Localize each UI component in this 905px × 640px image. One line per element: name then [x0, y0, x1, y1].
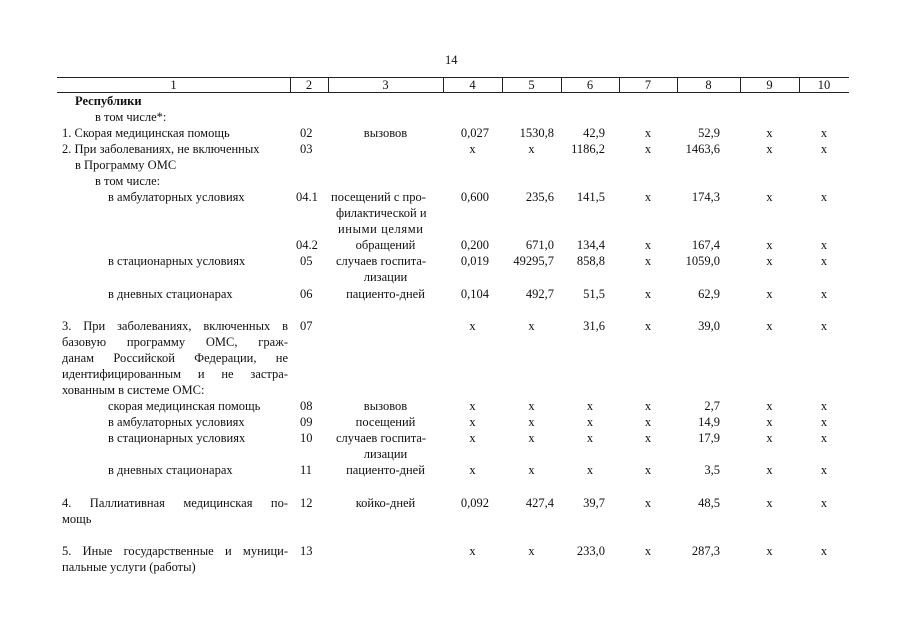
cell-col-9: х: [766, 287, 773, 301]
cell-col-10: х: [820, 190, 828, 204]
cell-col-8: 39,0: [698, 319, 720, 333]
cell-col-8: 52,9: [698, 126, 720, 140]
row-label: в дневных стационарах: [108, 287, 233, 301]
cell-col-5: х: [528, 142, 535, 156]
cell-col-4: х: [469, 415, 476, 429]
cell-col-5: х: [528, 415, 535, 429]
cell-col-7: х: [644, 463, 652, 477]
row-unit: обращений: [355, 238, 416, 252]
cell-col-7: х: [644, 399, 652, 413]
cell-col-10: х: [820, 431, 828, 445]
cell-col-5: 1530,8: [519, 126, 554, 140]
cell-col-4: 0,600: [460, 190, 489, 204]
row-code: 08: [300, 399, 313, 413]
header-col-3: 3: [382, 78, 389, 92]
cell-col-10: х: [820, 463, 828, 477]
cell-col-4: 0,200: [460, 238, 489, 252]
row-code: 06: [300, 287, 313, 301]
cell-col-5: х: [528, 463, 535, 477]
row-label: 4. Паллиативная медицинская по-: [62, 496, 288, 510]
cell-col-9: х: [766, 238, 773, 252]
header-col-1: 1: [170, 78, 177, 92]
header-col-5: 5: [528, 78, 535, 92]
cell-col-5: х: [528, 399, 535, 413]
row-code: 03: [300, 142, 313, 156]
cell-col-4: х: [469, 544, 476, 558]
row-code: 04.1: [296, 190, 318, 204]
cell-col-5: 671,0: [525, 238, 554, 252]
cell-col-9: х: [766, 142, 773, 156]
cell-col-6: 134,4: [576, 238, 605, 252]
cell-col-7: х: [644, 254, 652, 268]
cell-col-7: х: [644, 238, 652, 252]
row-label: мощь: [62, 512, 92, 526]
row-label: в Программу ОМС: [75, 158, 177, 172]
row-label: идентифицированным и не застра-: [62, 367, 288, 381]
header-col-2: 2: [305, 78, 313, 92]
cell-col-8: 2,7: [704, 399, 720, 413]
header-col-6: 6: [586, 78, 594, 92]
cell-col-8: 62,9: [698, 287, 720, 301]
row-label: базовую программу ОМС, граж-: [62, 335, 288, 349]
cell-col-9: х: [766, 254, 773, 268]
cell-col-10: х: [820, 254, 828, 268]
cell-col-6: 1186,2: [571, 142, 605, 156]
row-unit: иными целями: [338, 222, 424, 236]
row-unit: пациенто-дней: [346, 287, 425, 301]
including-label: в том числе:: [95, 174, 161, 188]
cell-col-10: х: [820, 399, 828, 413]
row-unit: вызовов: [363, 399, 408, 413]
cell-col-8: 3,5: [704, 463, 720, 477]
row-code: 13: [300, 544, 313, 558]
row-label: 5. Иные государственные и муници-: [62, 544, 288, 558]
cell-col-6: 42,9: [583, 126, 605, 140]
row-unit: случаев госпита-: [336, 431, 427, 445]
row-code: 02: [300, 126, 313, 140]
row-unit: пациенто-дней: [346, 463, 425, 477]
cell-col-5: х: [528, 544, 535, 558]
cell-col-4: 0,104: [460, 287, 489, 301]
cell-col-4: х: [469, 399, 476, 413]
row-code: 05: [300, 254, 313, 268]
cell-col-4: х: [469, 431, 476, 445]
cell-col-6: 141,5: [576, 190, 605, 204]
cell-col-9: х: [766, 496, 773, 510]
row-label: в дневных стационарах: [108, 463, 233, 477]
row-code: 11: [300, 463, 313, 477]
cell-col-7: х: [644, 319, 652, 333]
header-col-7: 7: [644, 78, 652, 92]
cell-col-4: х: [469, 319, 476, 333]
including-label: в том числе*:: [95, 110, 167, 124]
cell-col-5: 427,4: [525, 496, 554, 510]
cell-col-6: 233,0: [576, 544, 605, 558]
cell-col-4: 0,027: [460, 126, 489, 140]
header-col-4: 4: [469, 78, 476, 92]
page-number: 14: [445, 53, 458, 67]
section-title: Республики: [75, 94, 142, 108]
cell-col-10: х: [820, 126, 828, 140]
cell-col-5: 492,7: [525, 287, 554, 301]
cell-col-6: 858,8: [576, 254, 605, 268]
cell-col-7: х: [644, 142, 652, 156]
cell-col-9: х: [766, 126, 773, 140]
cell-col-10: х: [820, 142, 828, 156]
row-unit: посещений с про-: [331, 190, 426, 204]
cell-col-9: х: [766, 415, 773, 429]
row-unit: лизации: [363, 270, 408, 284]
cell-col-9: х: [766, 399, 773, 413]
cell-col-4: х: [469, 142, 476, 156]
cell-col-5: х: [528, 319, 535, 333]
row-label: 2. При заболеваниях, не включенных: [62, 142, 260, 156]
cell-col-10: х: [820, 496, 828, 510]
cell-col-6: х: [586, 415, 594, 429]
cell-col-7: х: [644, 544, 652, 558]
row-unit: случаев госпита-: [336, 254, 427, 268]
header-col-8: 8: [705, 78, 712, 92]
row-unit: вызовов: [363, 126, 408, 140]
cell-col-8: 174,3: [691, 190, 720, 204]
cell-col-6: х: [586, 431, 594, 445]
row-code: 07: [300, 319, 313, 333]
cell-col-7: х: [644, 287, 652, 301]
row-unit: койко-дней: [355, 496, 416, 510]
cell-col-10: х: [820, 287, 828, 301]
row-label: в стационарных условиях: [108, 431, 246, 445]
cell-col-9: х: [766, 544, 773, 558]
cell-col-10: х: [820, 544, 828, 558]
cell-col-7: х: [644, 126, 652, 140]
row-label: 3. При заболеваниях, включенных в: [62, 319, 288, 333]
row-label: скорая медицинская помощь: [108, 399, 261, 413]
cell-col-10: х: [820, 238, 828, 252]
row-code: 12: [300, 496, 313, 510]
cell-col-6: х: [586, 399, 594, 413]
row-code: 04.2: [296, 238, 318, 252]
row-label: данам Российской Федерации, не: [62, 351, 288, 365]
cell-col-9: х: [766, 190, 773, 204]
cell-col-10: х: [820, 319, 828, 333]
cell-col-6: 51,5: [583, 287, 605, 301]
cell-col-4: 0,019: [460, 254, 489, 268]
cell-col-8: 167,4: [691, 238, 720, 252]
row-label: хованным в системе ОМС:: [62, 383, 205, 397]
table-header-rule: [57, 92, 849, 93]
cell-col-4: 0,092: [460, 496, 489, 510]
cell-col-6: 39,7: [583, 496, 605, 510]
row-unit: посещений: [355, 415, 416, 429]
cell-col-9: х: [766, 319, 773, 333]
cell-col-8: 1463,6: [685, 142, 720, 156]
row-unit: лизации: [363, 447, 408, 461]
cell-col-8: 1059,0: [685, 254, 720, 268]
cell-col-6: х: [586, 463, 594, 477]
cell-col-5: 235,6: [525, 190, 554, 204]
row-label: 1. Скорая медицинская помощь: [62, 126, 230, 140]
header-col-9: 9: [766, 78, 773, 92]
cell-col-7: х: [644, 431, 652, 445]
cell-col-9: х: [766, 431, 773, 445]
row-label: в стационарных условиях: [108, 254, 246, 268]
cell-col-8: 48,5: [698, 496, 720, 510]
cell-col-9: х: [766, 463, 773, 477]
row-label: пальные услуги (работы): [62, 560, 196, 574]
cell-col-8: 287,3: [691, 544, 720, 558]
cell-col-8: 14,9: [698, 415, 720, 429]
cell-col-10: х: [820, 415, 828, 429]
cell-col-5: 49295,7: [513, 254, 554, 268]
cell-col-7: х: [644, 415, 652, 429]
cell-col-7: х: [644, 496, 652, 510]
header-col-10: 10: [817, 78, 831, 92]
row-unit: филактической и: [336, 206, 427, 220]
cell-col-8: 17,9: [698, 431, 720, 445]
cell-col-6: 31,6: [583, 319, 605, 333]
cell-col-5: х: [528, 431, 535, 445]
row-label: в амбулаторных условиях: [108, 190, 245, 204]
row-code: 09: [300, 415, 313, 429]
row-code: 10: [300, 431, 313, 445]
row-label: в амбулаторных условиях: [108, 415, 245, 429]
cell-col-4: х: [469, 463, 476, 477]
cell-col-7: х: [644, 190, 652, 204]
